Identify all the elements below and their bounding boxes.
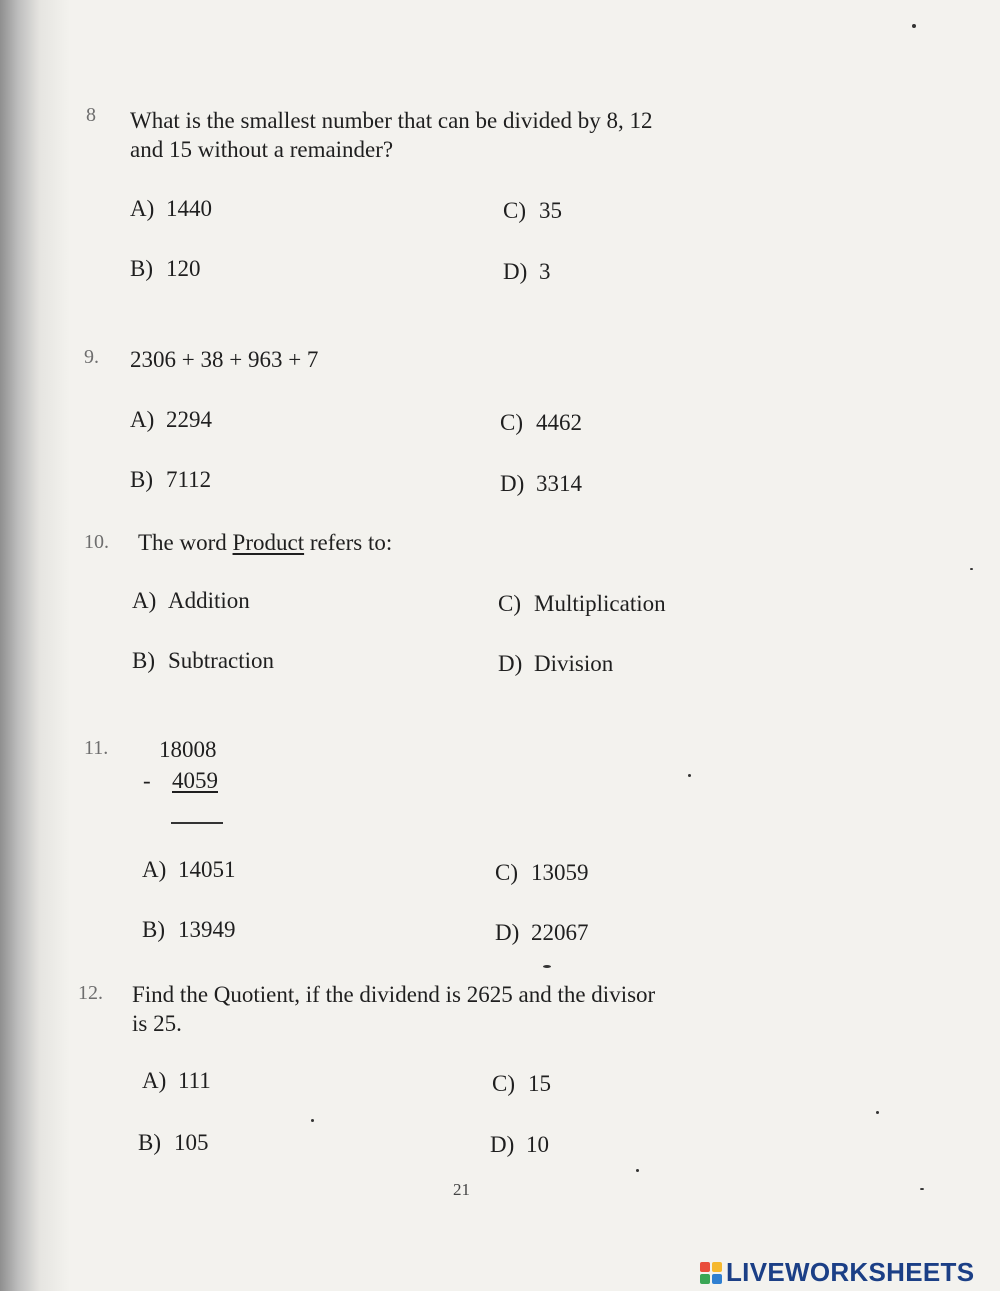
question-8-option-a[interactable]: A) 1440 [130,196,212,221]
question-9-option-b[interactable]: B) 7112 [130,467,212,492]
question-9-option-c[interactable]: C) 4462 [500,410,582,435]
question-8-text-line-1: What is the smallest number that can be divided by 8, 12 [130,108,653,133]
question-8-option-c[interactable]: C) 35 [503,198,562,223]
scan-speck [920,1188,924,1190]
question-10-option-d[interactable]: D) Division [498,651,614,676]
question-8-text-line-2: and 15 without a remainder? [130,137,394,162]
question-12-option-a[interactable]: A) 111 [142,1068,211,1093]
question-8-option-b[interactable]: B) 120 [130,256,201,281]
question-9-number: 9. [84,346,99,368]
scan-speck [688,774,691,777]
scan-speck [912,24,916,28]
question-11-option-d[interactable]: D) 22067 [495,920,589,945]
question-9-text: 2306 + 38 + 963 + 7 [130,347,319,372]
question-11-option-c[interactable]: C) 13059 [495,860,589,885]
underlined-term: Product [232,530,305,555]
liveworksheets-brand [700,1257,974,1288]
question-9-option-a[interactable]: A) 2294 [130,407,212,432]
question-10-text: The word Product refers to: [138,530,393,555]
question-11-option-a[interactable]: A) 14051 [142,857,236,882]
scan-speck [636,1169,639,1172]
answer-line [171,822,223,824]
question-12-number: 12. [78,982,103,1004]
question-12-option-b[interactable]: B) 105 [138,1130,209,1155]
subtraction-operator: - [143,768,151,793]
book-spine-shadow [0,0,40,1291]
question-12-text-line-1: Find the Quotient, if the dividend is 2625 and the divisor [132,982,656,1007]
question-8-number: 8 [86,104,96,126]
question-10-number: 10. [84,531,109,553]
scan-speck [876,1111,879,1114]
spine-fade [40,0,70,1291]
page-number: 21 [453,1180,470,1199]
question-10-option-a[interactable]: A) Addition [132,588,250,613]
subtraction-subtrahend: 4059 [172,768,218,793]
question-12-option-d[interactable]: D) 10 [490,1132,549,1157]
question-8-option-d[interactable]: D) 3 [503,259,551,284]
question-9-option-d[interactable]: D) 3314 [500,471,582,496]
question-12-option-c[interactable]: C) 15 [492,1071,551,1096]
question-12-text-line-2: is 25. [132,1011,182,1036]
question-10-option-b[interactable]: B) Subtraction [132,648,275,673]
liveworksheets-logo-icon [700,1262,722,1284]
subtraction-minuend: 18008 [159,737,217,762]
question-11-number: 11. [84,737,109,759]
question-11-option-b[interactable]: B) 13949 [142,917,236,942]
scan-speck [311,1119,314,1122]
brand-name: LIVEWORKSHEETS [726,1257,975,1287]
question-10-option-c[interactable]: C) Multiplication [498,591,666,616]
scan-speck [970,568,973,570]
scan-speck [543,965,551,968]
